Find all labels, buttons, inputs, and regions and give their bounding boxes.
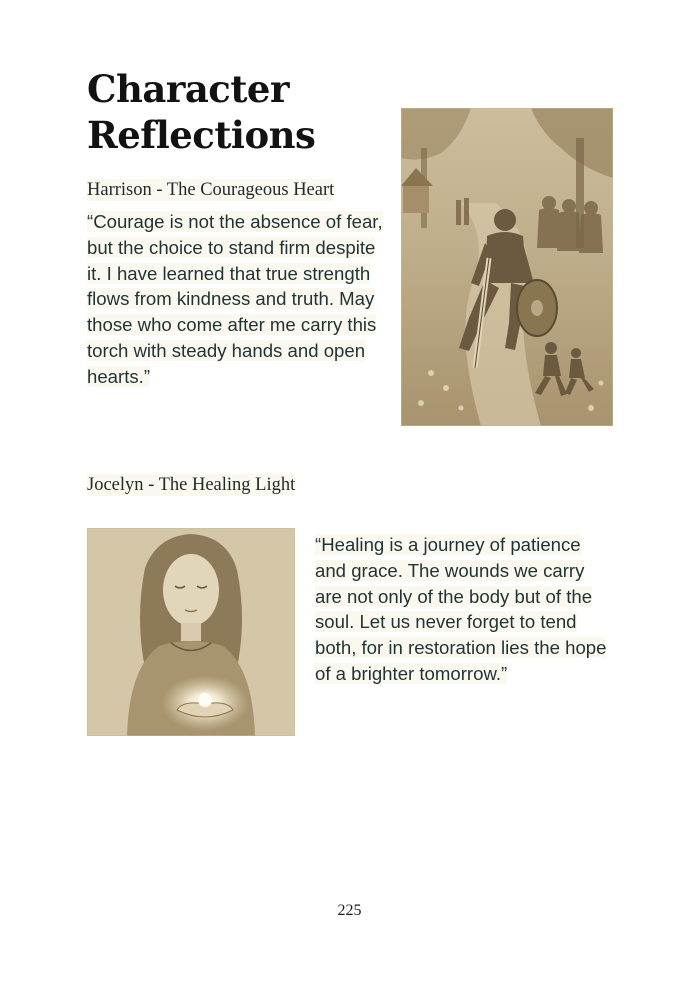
knight-illustration [401,108,613,426]
quote-harrison [87,209,387,390]
quote-jocelyn-text: “Healing is a journey of patience and grace. The wounds we carry are not only of the body but of the soul. Let us never forget to tend both, for in restoration lies the hope of a brighter tomorrow.” [315,534,607,684]
page-title: Character Reflections [87,67,316,157]
section-heading-jocelyn: Jocelyn - The Healing Light [87,475,296,495]
quote-harrison-text: “Courage is not the absence of fear, but the choice to stand firm despite it. I have learned that true strength flows from kindness and truth. May those who come after me carry this torch with steady hands and open hearts.” [87,211,383,387]
section-heading-harrison: Harrison - The Courageous Heart [87,180,335,200]
page-number: 225 [337,902,362,919]
healer-illustration [87,528,295,736]
quote-jocelyn [315,532,615,687]
